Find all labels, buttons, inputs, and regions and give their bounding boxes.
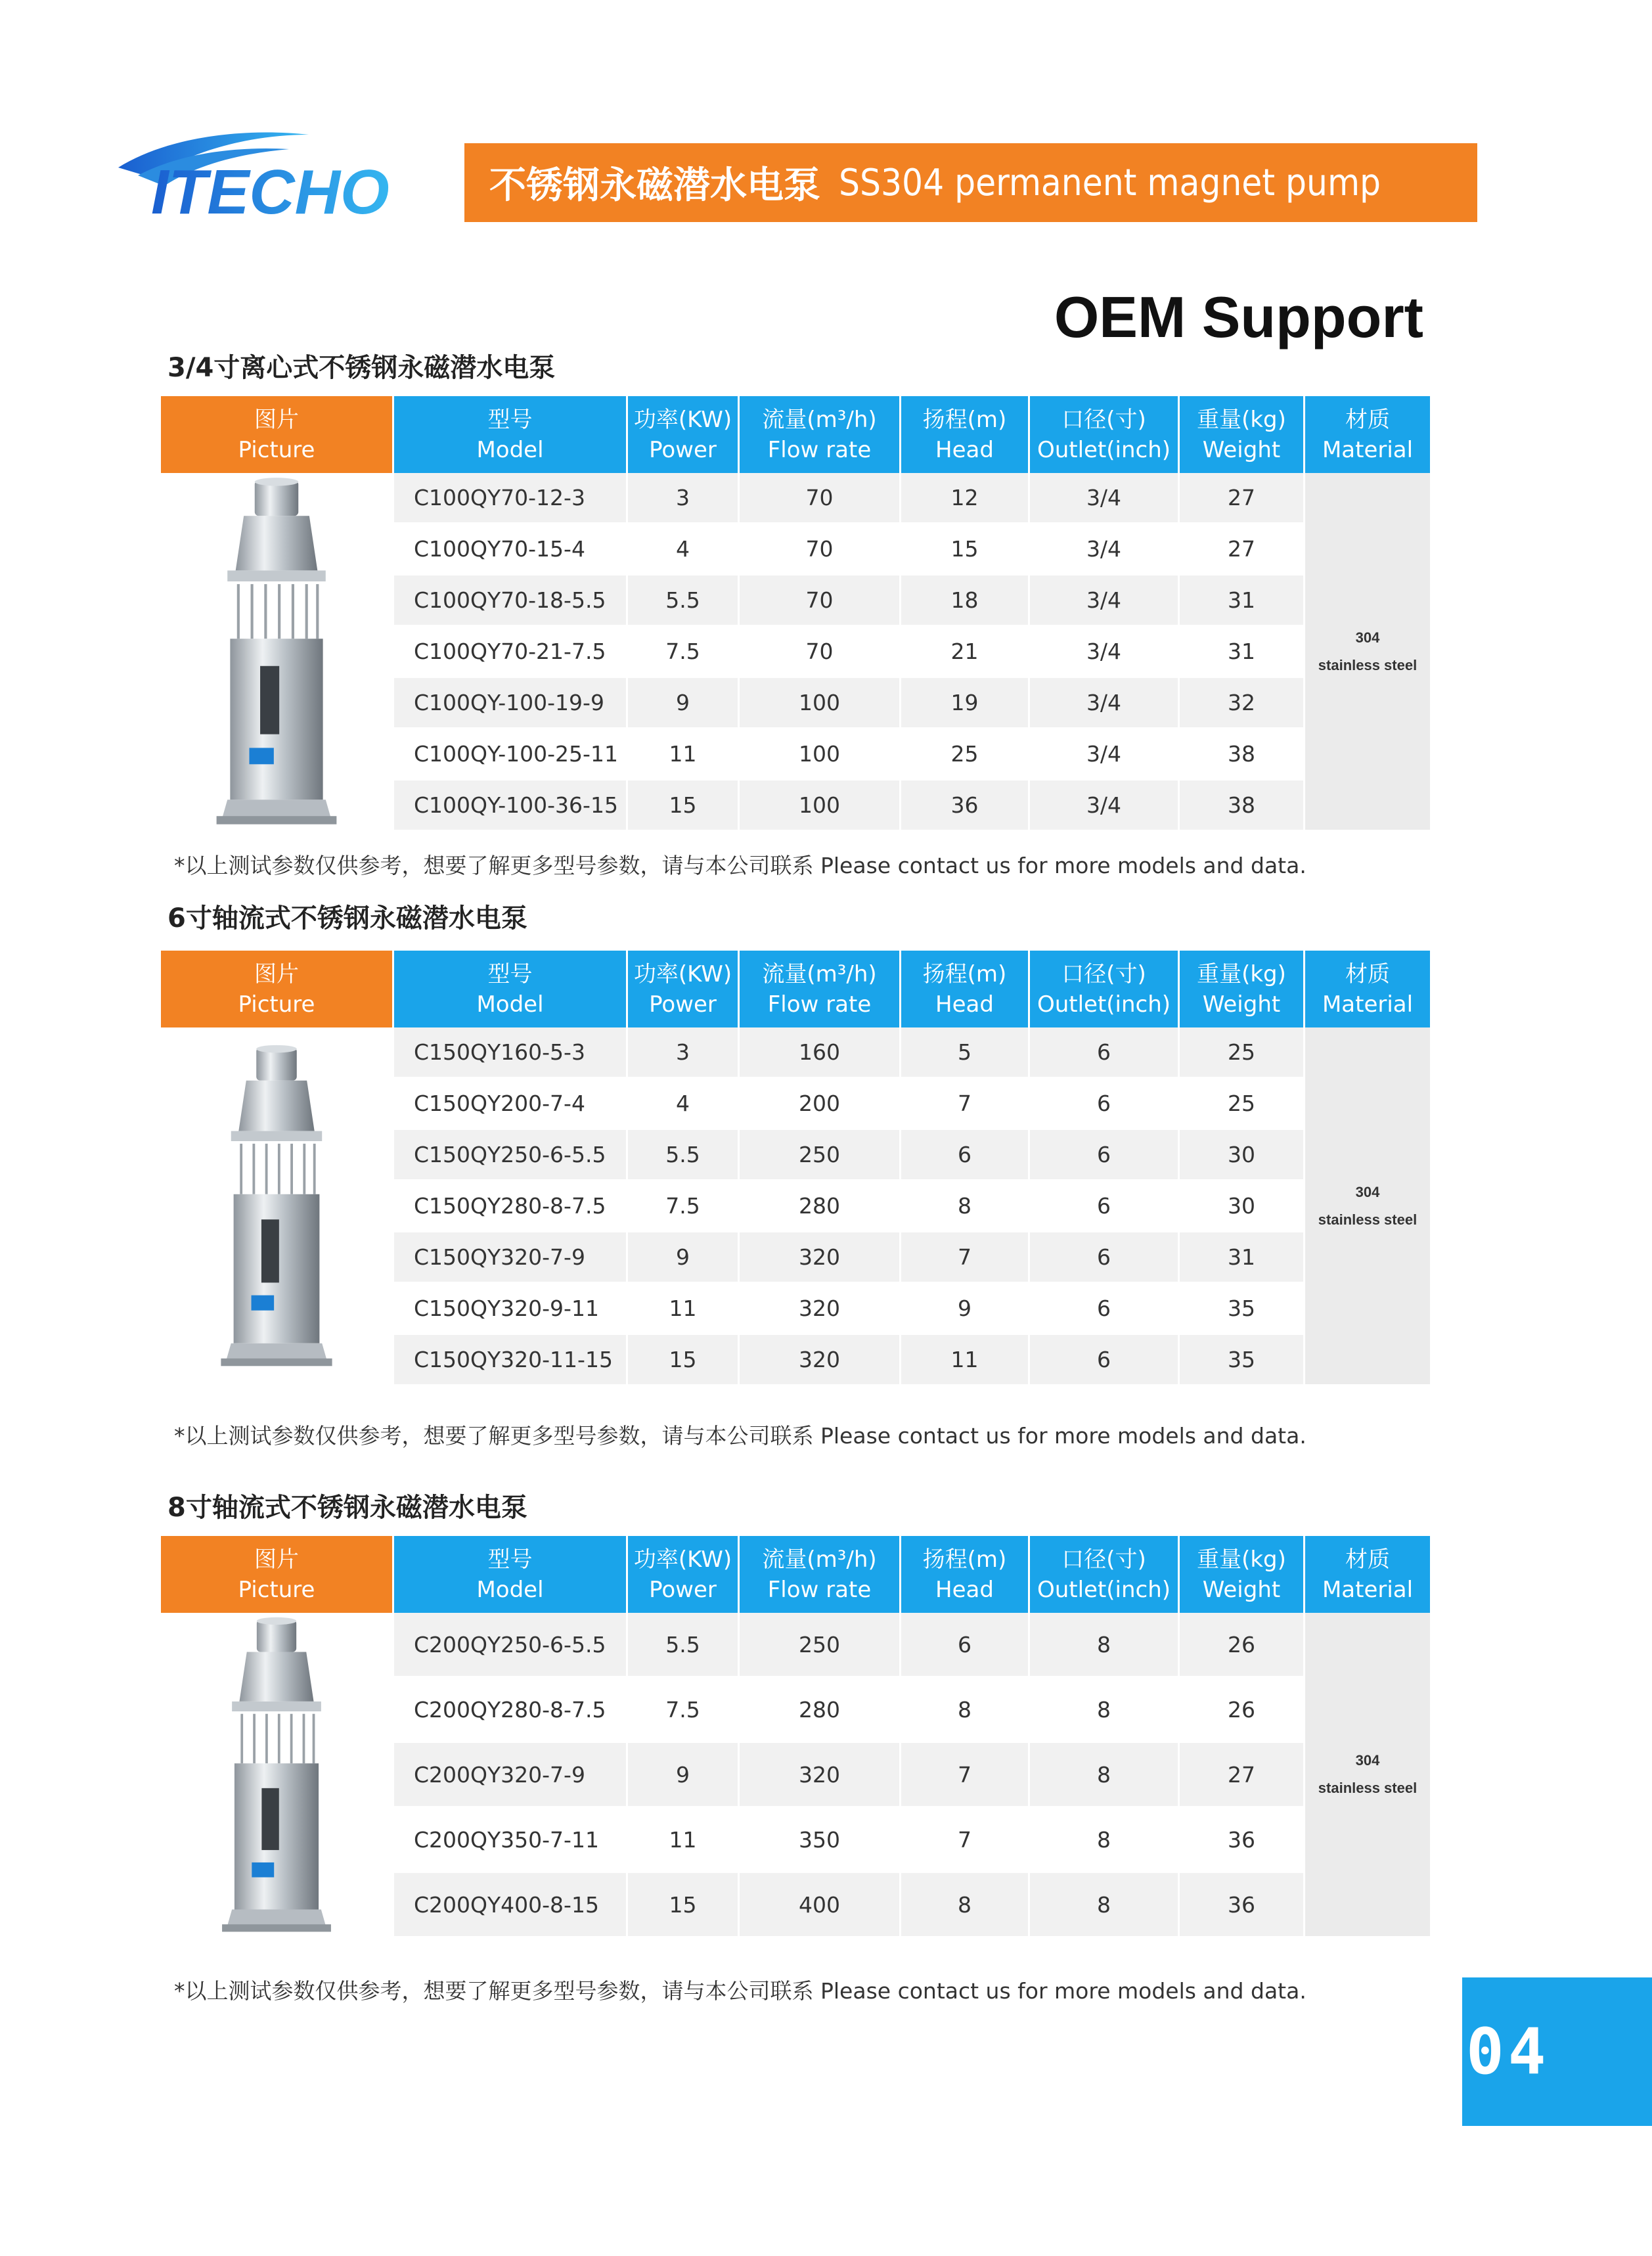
header-weight bbox=[1180, 396, 1305, 473]
head-cell: 11 bbox=[901, 1335, 1030, 1386]
power-cell: 7.5 bbox=[628, 627, 740, 678]
head-cell: 6 bbox=[901, 1613, 1030, 1678]
header-en: Picture bbox=[238, 1576, 315, 1603]
weight-cell: 30 bbox=[1180, 1181, 1305, 1232]
power-cell: 9 bbox=[628, 1232, 740, 1284]
power-cell: 5.5 bbox=[628, 1613, 740, 1678]
weight-cell: 36 bbox=[1180, 1873, 1305, 1938]
outlet-cell: 3/4 bbox=[1030, 627, 1180, 678]
outlet-cell: 6 bbox=[1030, 1232, 1180, 1284]
page-number: 04 bbox=[1462, 1977, 1652, 2126]
weight-cell: 31 bbox=[1180, 627, 1305, 678]
weight-cell: 27 bbox=[1180, 1743, 1305, 1808]
header-zh: 扬程(m) bbox=[922, 1546, 1007, 1573]
power-cell: 9 bbox=[628, 678, 740, 729]
outlet-cell: 3/4 bbox=[1030, 678, 1180, 729]
outlet-cell: 3/4 bbox=[1030, 473, 1180, 524]
header-en: Model bbox=[476, 1576, 544, 1603]
header-en: Material bbox=[1322, 436, 1414, 463]
spec-table bbox=[161, 951, 1430, 1386]
header-zh: 重量(kg) bbox=[1197, 1546, 1286, 1573]
outlet-cell: 8 bbox=[1030, 1678, 1180, 1743]
head-cell: 5 bbox=[901, 1027, 1030, 1079]
model-cell: C100QY-100-36-15 bbox=[394, 780, 628, 832]
header-zh: 图片 bbox=[254, 406, 299, 433]
header-en: Outlet(inch) bbox=[1037, 1576, 1171, 1603]
header-en: Head bbox=[935, 991, 994, 1018]
header-power bbox=[628, 396, 740, 473]
model-cell: C100QY70-21-7.5 bbox=[394, 627, 628, 678]
header-en: Outlet(inch) bbox=[1037, 436, 1171, 463]
pump-image bbox=[214, 1615, 339, 1937]
header-head bbox=[901, 396, 1030, 473]
weight-cell: 36 bbox=[1180, 1808, 1305, 1873]
flow-cell: 250 bbox=[740, 1130, 901, 1181]
head-cell: 19 bbox=[901, 678, 1030, 729]
header-flow bbox=[740, 951, 901, 1027]
header-picture bbox=[161, 951, 394, 1027]
header-weight bbox=[1180, 1536, 1305, 1613]
power-cell: 7.5 bbox=[628, 1678, 740, 1743]
flow-cell: 320 bbox=[740, 1743, 901, 1808]
outlet-cell: 8 bbox=[1030, 1613, 1180, 1678]
header-en: Picture bbox=[238, 991, 315, 1018]
header-en: Weight bbox=[1202, 1576, 1281, 1603]
header-zh: 材质 bbox=[1345, 1546, 1390, 1573]
header-zh: 口径(寸) bbox=[1061, 1546, 1146, 1573]
model-cell: C200QY250-6-5.5 bbox=[394, 1613, 628, 1678]
footnote: *以上测试参数仅供参考，想要了解更多型号参数，请与本公司联系 Please contact us for more models and data. bbox=[174, 1978, 1306, 2004]
flow-cell: 400 bbox=[740, 1873, 901, 1938]
head-cell: 9 bbox=[901, 1284, 1030, 1335]
weight-cell: 31 bbox=[1180, 1232, 1305, 1284]
outlet-cell: 3/4 bbox=[1030, 575, 1180, 627]
spec-table bbox=[161, 396, 1430, 832]
section-title: 3/4寸离心式不锈钢永磁潜水电泵 bbox=[167, 353, 556, 383]
flow-cell: 200 bbox=[740, 1079, 901, 1130]
header-power bbox=[628, 1536, 740, 1613]
weight-cell: 30 bbox=[1180, 1130, 1305, 1181]
model-cell: C150QY200-7-4 bbox=[394, 1079, 628, 1130]
header-power bbox=[628, 951, 740, 1027]
flow-cell: 70 bbox=[740, 473, 901, 524]
head-cell: 7 bbox=[901, 1808, 1030, 1873]
flow-cell: 350 bbox=[740, 1808, 901, 1873]
model-cell: C150QY250-6-5.5 bbox=[394, 1130, 628, 1181]
model-cell: C100QY-100-25-11 bbox=[394, 729, 628, 780]
head-cell: 21 bbox=[901, 627, 1030, 678]
weight-cell: 32 bbox=[1180, 678, 1305, 729]
header-zh: 功率(KW) bbox=[633, 406, 732, 433]
header-material bbox=[1305, 396, 1430, 473]
power-cell: 15 bbox=[628, 1873, 740, 1938]
header-zh: 扬程(m) bbox=[922, 960, 1007, 987]
head-cell: 7 bbox=[901, 1079, 1030, 1130]
flow-cell: 250 bbox=[740, 1613, 901, 1678]
header-en: Flow rate bbox=[767, 1576, 872, 1603]
power-cell: 4 bbox=[628, 524, 740, 575]
head-cell: 7 bbox=[901, 1743, 1030, 1808]
power-cell: 11 bbox=[628, 729, 740, 780]
logo-text: ITECHO bbox=[151, 157, 390, 227]
weight-cell: 25 bbox=[1180, 1079, 1305, 1130]
header-outlet bbox=[1030, 396, 1180, 473]
table-row bbox=[161, 473, 1430, 524]
outlet-cell: 6 bbox=[1030, 1027, 1180, 1079]
material-grade: 304 bbox=[1355, 1752, 1380, 1769]
flow-cell: 280 bbox=[740, 1678, 901, 1743]
weight-cell: 27 bbox=[1180, 524, 1305, 575]
picture-cell bbox=[161, 1613, 394, 1938]
weight-cell: 35 bbox=[1180, 1284, 1305, 1335]
model-cell: C150QY320-11-15 bbox=[394, 1335, 628, 1386]
header-zh: 图片 bbox=[254, 1546, 299, 1573]
header-zh: 重量(kg) bbox=[1197, 960, 1286, 987]
power-cell: 4 bbox=[628, 1079, 740, 1130]
header-zh: 流量(m³/h) bbox=[762, 960, 877, 987]
model-cell: C200QY400-8-15 bbox=[394, 1873, 628, 1938]
head-cell: 8 bbox=[901, 1678, 1030, 1743]
section-title: 6寸轴流式不锈钢永磁潜水电泵 bbox=[167, 903, 527, 934]
header-flow bbox=[740, 396, 901, 473]
footnote: *以上测试参数仅供参考，想要了解更多型号参数，请与本公司联系 Please contact us for more models and data. bbox=[174, 1423, 1306, 1449]
header-outlet bbox=[1030, 951, 1180, 1027]
header-zh: 型号 bbox=[487, 960, 533, 987]
header-zh: 流量(m³/h) bbox=[762, 1546, 877, 1573]
model-cell: C100QY70-15-4 bbox=[394, 524, 628, 575]
header-zh: 扬程(m) bbox=[922, 406, 1007, 433]
head-cell: 7 bbox=[901, 1232, 1030, 1284]
header-model bbox=[394, 396, 628, 473]
material-name: stainless steel bbox=[1318, 656, 1418, 673]
outlet-cell: 3/4 bbox=[1030, 524, 1180, 575]
header-en: Power bbox=[649, 1576, 717, 1603]
header-en: Model bbox=[476, 991, 544, 1018]
header-zh: 功率(KW) bbox=[633, 960, 732, 987]
header-en: Material bbox=[1322, 1576, 1414, 1603]
banner-zh: 不锈钢永磁潜水电泵 bbox=[489, 164, 820, 207]
header-en: Material bbox=[1322, 991, 1414, 1018]
flow-cell: 100 bbox=[740, 678, 901, 729]
itecho-logo bbox=[112, 115, 440, 240]
weight-cell: 31 bbox=[1180, 575, 1305, 627]
section-title: 8寸轴流式不锈钢永磁潜水电泵 bbox=[167, 1493, 527, 1523]
head-cell: 25 bbox=[901, 729, 1030, 780]
header-zh: 重量(kg) bbox=[1197, 406, 1286, 433]
outlet-cell: 6 bbox=[1030, 1079, 1180, 1130]
outlet-cell: 6 bbox=[1030, 1181, 1180, 1232]
outlet-cell: 6 bbox=[1030, 1335, 1180, 1386]
header-zh: 口径(寸) bbox=[1061, 406, 1146, 433]
model-cell: C150QY320-7-9 bbox=[394, 1232, 628, 1284]
header-zh: 功率(KW) bbox=[633, 1546, 732, 1573]
weight-cell: 26 bbox=[1180, 1613, 1305, 1678]
outlet-cell: 8 bbox=[1030, 1743, 1180, 1808]
header-en: Head bbox=[935, 1576, 994, 1603]
header-picture bbox=[161, 396, 394, 473]
header-en: Flow rate bbox=[767, 991, 872, 1018]
picture-cell bbox=[161, 473, 394, 832]
header-en: Outlet(inch) bbox=[1037, 991, 1171, 1018]
power-cell: 5.5 bbox=[628, 575, 740, 627]
header-en: Model bbox=[476, 436, 544, 463]
header-material bbox=[1305, 1536, 1430, 1613]
model-cell: C150QY160-5-3 bbox=[394, 1027, 628, 1079]
weight-cell: 35 bbox=[1180, 1335, 1305, 1386]
table-row bbox=[161, 1613, 1430, 1678]
oem-support-heading: OEM Support bbox=[1054, 284, 1423, 350]
footnote: *以上测试参数仅供参考，想要了解更多型号参数，请与本公司联系 Please contact us for more models and data. bbox=[174, 853, 1306, 878]
power-cell: 7.5 bbox=[628, 1181, 740, 1232]
head-cell: 18 bbox=[901, 575, 1030, 627]
power-cell: 5.5 bbox=[628, 1130, 740, 1181]
power-cell: 3 bbox=[628, 473, 740, 524]
header-material bbox=[1305, 951, 1430, 1027]
power-cell: 15 bbox=[628, 780, 740, 832]
power-cell: 11 bbox=[628, 1284, 740, 1335]
flow-cell: 70 bbox=[740, 627, 901, 678]
model-cell: C100QY70-18-5.5 bbox=[394, 575, 628, 627]
header-en: Flow rate bbox=[767, 436, 872, 463]
header-en: Power bbox=[649, 991, 717, 1018]
header-zh: 材质 bbox=[1345, 406, 1390, 433]
spec-table bbox=[161, 1536, 1430, 1938]
outlet-cell: 8 bbox=[1030, 1873, 1180, 1938]
model-cell: C200QY280-8-7.5 bbox=[394, 1678, 628, 1743]
flow-cell: 320 bbox=[740, 1232, 901, 1284]
header-en: Weight bbox=[1202, 991, 1281, 1018]
header-zh: 材质 bbox=[1345, 960, 1390, 987]
header-zh: 型号 bbox=[487, 406, 533, 433]
power-cell: 3 bbox=[628, 1027, 740, 1079]
header-zh: 流量(m³/h) bbox=[762, 406, 877, 433]
header-model bbox=[394, 1536, 628, 1613]
header-outlet bbox=[1030, 1536, 1180, 1613]
header-en: Picture bbox=[238, 436, 315, 463]
model-cell: C200QY320-7-9 bbox=[394, 1743, 628, 1808]
header-head bbox=[901, 1536, 1030, 1613]
flow-cell: 70 bbox=[740, 524, 901, 575]
title-banner bbox=[464, 143, 1477, 222]
outlet-cell: 6 bbox=[1030, 1130, 1180, 1181]
header-zh: 型号 bbox=[487, 1546, 533, 1573]
table-row bbox=[161, 1027, 1430, 1079]
model-cell: C150QY320-9-11 bbox=[394, 1284, 628, 1335]
outlet-cell: 3/4 bbox=[1030, 780, 1180, 832]
flow-cell: 280 bbox=[740, 1181, 901, 1232]
model-cell: C100QY70-12-3 bbox=[394, 473, 628, 524]
head-cell: 15 bbox=[901, 524, 1030, 575]
head-cell: 8 bbox=[901, 1873, 1030, 1938]
power-cell: 11 bbox=[628, 1808, 740, 1873]
weight-cell: 26 bbox=[1180, 1678, 1305, 1743]
header-en: Head bbox=[935, 436, 994, 463]
flow-cell: 100 bbox=[740, 780, 901, 832]
weight-cell: 25 bbox=[1180, 1027, 1305, 1079]
outlet-cell: 6 bbox=[1030, 1284, 1180, 1335]
header-zh: 图片 bbox=[254, 960, 299, 987]
header-en: Weight bbox=[1202, 436, 1281, 463]
model-cell: C100QY-100-19-9 bbox=[394, 678, 628, 729]
material-cell bbox=[1305, 1613, 1430, 1938]
header-flow bbox=[740, 1536, 901, 1613]
flow-cell: 320 bbox=[740, 1335, 901, 1386]
flow-cell: 100 bbox=[740, 729, 901, 780]
head-cell: 12 bbox=[901, 473, 1030, 524]
pump-image bbox=[201, 475, 352, 830]
banner-en: SS304 permanent magnet pump bbox=[839, 161, 1381, 204]
head-cell: 6 bbox=[901, 1130, 1030, 1181]
pump-image bbox=[211, 1043, 342, 1371]
header-picture bbox=[161, 1536, 394, 1613]
weight-cell: 38 bbox=[1180, 780, 1305, 832]
weight-cell: 27 bbox=[1180, 473, 1305, 524]
model-cell: C150QY280-8-7.5 bbox=[394, 1181, 628, 1232]
header-weight bbox=[1180, 951, 1305, 1027]
power-cell: 9 bbox=[628, 1743, 740, 1808]
flow-cell: 160 bbox=[740, 1027, 901, 1079]
picture-cell bbox=[161, 1027, 394, 1386]
material-cell bbox=[1305, 473, 1430, 832]
flow-cell: 320 bbox=[740, 1284, 901, 1335]
model-cell: C200QY350-7-11 bbox=[394, 1808, 628, 1873]
header-head bbox=[901, 951, 1030, 1027]
header-en: Power bbox=[649, 436, 717, 463]
material-cell bbox=[1305, 1027, 1430, 1386]
outlet-cell: 3/4 bbox=[1030, 729, 1180, 780]
material-name: stainless steel bbox=[1318, 1211, 1418, 1228]
material-grade: 304 bbox=[1355, 629, 1380, 646]
power-cell: 15 bbox=[628, 1335, 740, 1386]
header-zh: 口径(寸) bbox=[1061, 960, 1146, 987]
outlet-cell: 8 bbox=[1030, 1808, 1180, 1873]
weight-cell: 38 bbox=[1180, 729, 1305, 780]
material-name: stainless steel bbox=[1318, 1780, 1418, 1796]
material-grade: 304 bbox=[1355, 1183, 1380, 1200]
head-cell: 8 bbox=[901, 1181, 1030, 1232]
header-model bbox=[394, 951, 628, 1027]
flow-cell: 70 bbox=[740, 575, 901, 627]
head-cell: 36 bbox=[901, 780, 1030, 832]
